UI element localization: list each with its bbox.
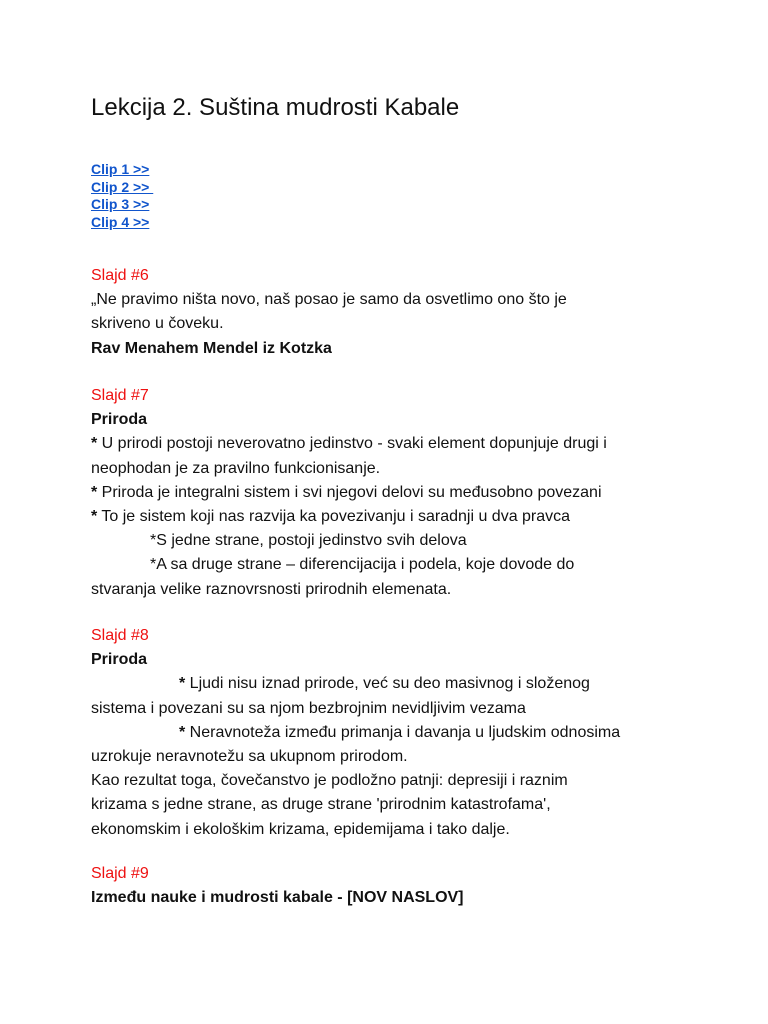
sub-bullet-item: *S jedne strane, postoji jedinstvo svih delova bbox=[150, 532, 467, 550]
clip-links bbox=[91, 161, 153, 232]
clip-4-link[interactable]: Clip 4 >> bbox=[91, 214, 150, 231]
bullet-text: Neravnoteža između primanja i davanja u ljudskim odnosima bbox=[185, 723, 621, 741]
slide-8-section bbox=[91, 624, 691, 842]
bullet-star: * bbox=[179, 723, 186, 741]
bullet-item bbox=[91, 432, 691, 456]
slide-7-section bbox=[91, 384, 691, 602]
bullet-continuation: neophodan je za pravilno funkcionisanje. bbox=[91, 459, 381, 477]
slide-6-section bbox=[91, 264, 691, 361]
slide-8-heading: Priroda bbox=[91, 651, 148, 669]
slide-7-heading: Priroda bbox=[91, 411, 148, 429]
bullet-continuation: uzrokuje neravnotežu sa ukupnom prirodom. bbox=[91, 748, 408, 766]
slide-6-label: Slajd #6 bbox=[91, 267, 149, 284]
paragraph-line: ekonomskim i ekološkim krizama, epidemijama i tako dalje. bbox=[91, 820, 510, 838]
slide-9-section bbox=[91, 862, 691, 910]
bullet-text: U prirodi postoji neverovatno jedinstvo - svaki element dopunjuje drugi i bbox=[97, 435, 607, 453]
bullet-star: * bbox=[91, 508, 98, 526]
clip-1-link[interactable]: Clip 1 >> bbox=[91, 161, 150, 177]
bullet-item bbox=[91, 672, 691, 696]
bullet-text: Ljudi nisu iznad prirode, već su deo masivnog i složenog bbox=[185, 675, 590, 693]
slide-9-heading: Između nauke i mudrosti kabale - [NOV NASLOV] bbox=[91, 889, 464, 907]
quote-author: Rav Menahem Mendel iz Kotzka bbox=[91, 339, 332, 357]
paragraph-line: Kao rezultat toga, čovečanstvo je podložno patnji: depresiji i raznim bbox=[91, 772, 568, 790]
bullet-item bbox=[91, 505, 691, 529]
paragraph-line: krizama s jedne strane, as druge strane 'prirodnim katastrofama', bbox=[91, 796, 551, 814]
slide-8-label: Slajd #8 bbox=[91, 627, 149, 644]
bullet-item bbox=[91, 721, 691, 745]
bullet-continuation: sistema i povezani su sa njom bezbrojnim nevidljivim vezama bbox=[91, 699, 526, 717]
clip-2-link[interactable]: Clip 2 >> bbox=[91, 178, 154, 195]
bullet-text: Priroda je integralni sistem i svi njegovi delovi su međusobno povezani bbox=[97, 483, 602, 501]
bullet-star: * bbox=[91, 435, 98, 453]
bullet-star: * bbox=[179, 675, 186, 693]
quote-line: skriveno u čoveku. bbox=[91, 315, 224, 333]
page-title: Lekcija 2. Suština mudrosti Kabale bbox=[91, 94, 460, 121]
quote-line: „Ne pravimo ništa novo, naš posao je samo da osvetlimo ono što je bbox=[91, 291, 567, 309]
slide-9-label: Slajd #9 bbox=[91, 865, 149, 882]
bullet-item bbox=[91, 481, 691, 505]
bullet-star: * bbox=[91, 483, 98, 501]
clip-3-link[interactable]: Clip 3 >> bbox=[91, 196, 150, 213]
slide-7-label: Slajd #7 bbox=[91, 387, 149, 404]
sub-bullet-item: *A sa druge strane – diferencijacija i podela, koje dovode do bbox=[150, 556, 575, 574]
sub-bullet-continuation: stvaranja velike raznovrsnosti prirodnih elemenata. bbox=[91, 580, 452, 598]
bullet-text: To je sistem koji nas razvija ka povezivanju i saradnji u dva pravca bbox=[97, 508, 571, 526]
